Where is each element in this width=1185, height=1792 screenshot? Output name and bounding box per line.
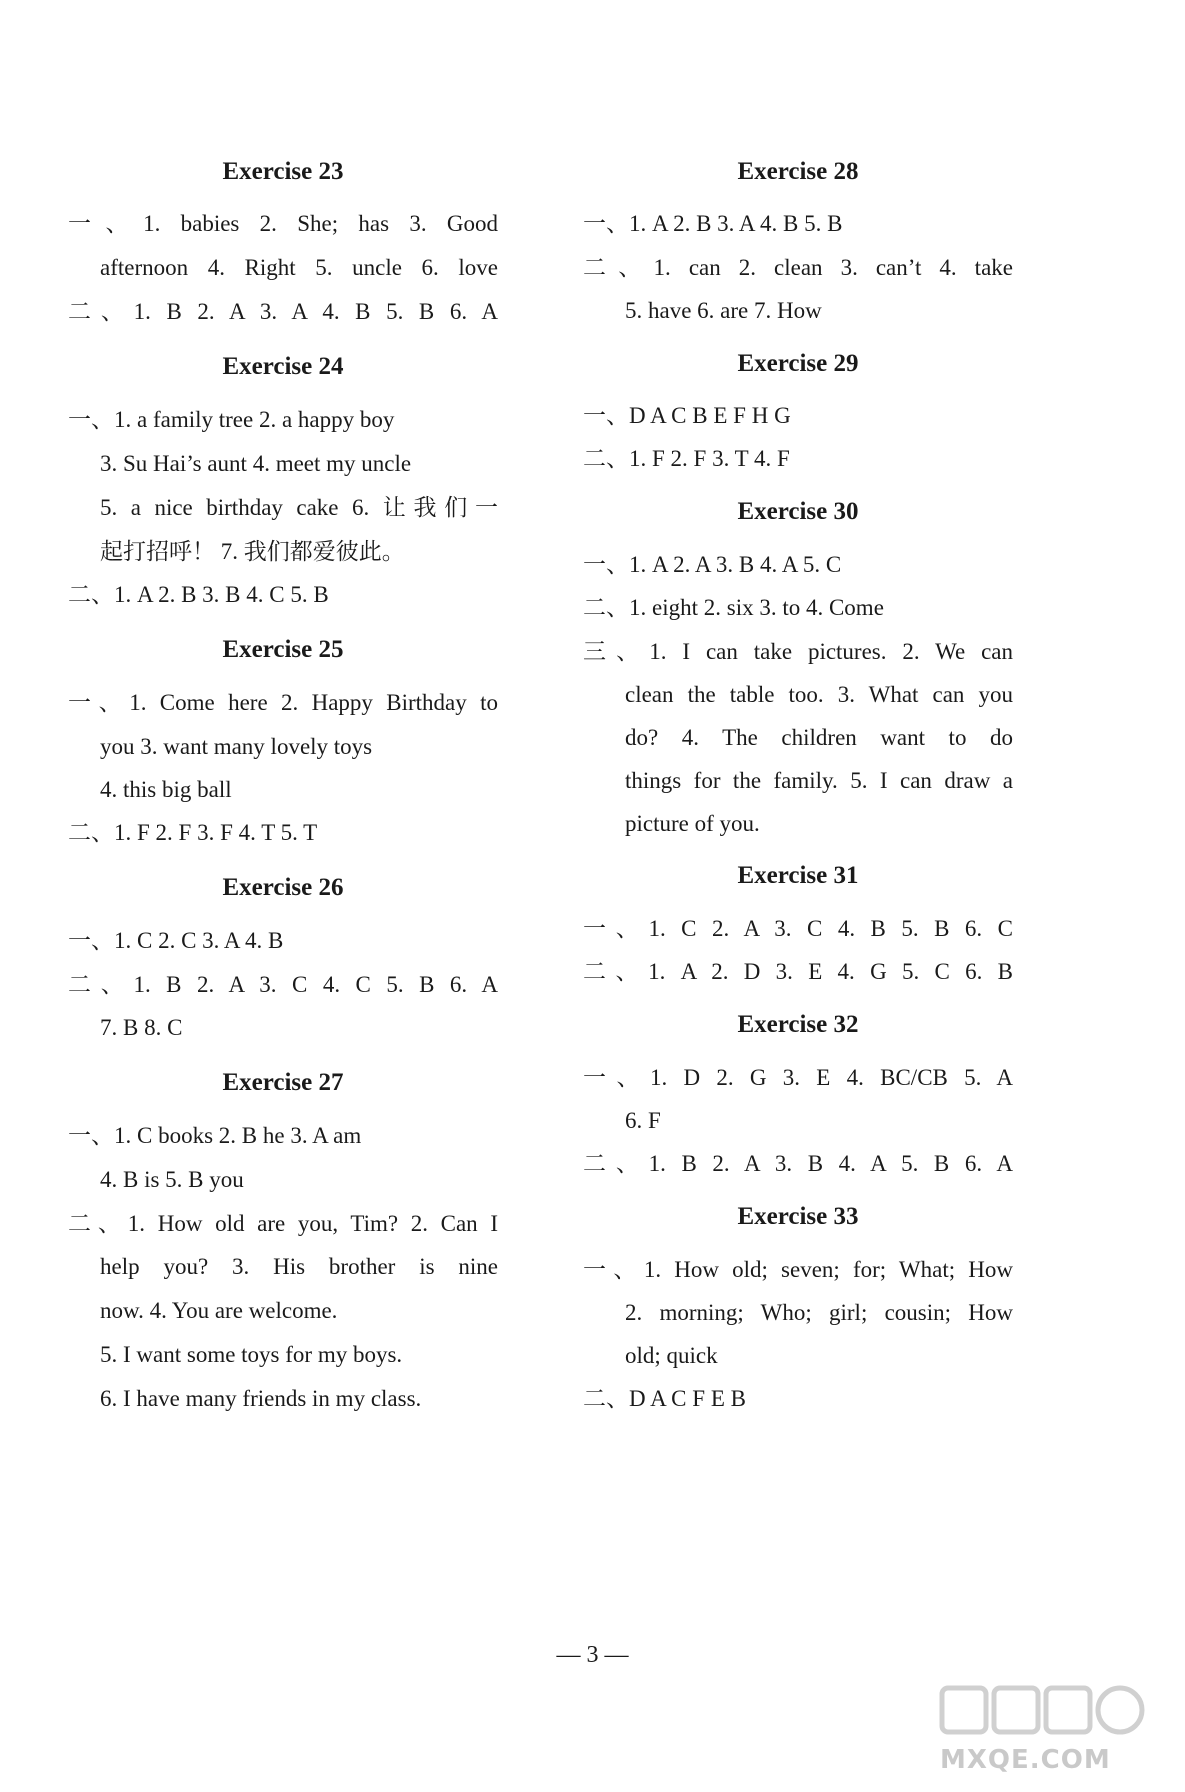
exercise-title: Exercise 29 <box>737 350 859 377</box>
answer-line: 2. morning; Who; girl; cousin; How <box>625 1300 1013 1325</box>
exercise-title: Exercise 25 <box>222 636 344 663</box>
exercise-title: Exercise 23 <box>222 158 344 185</box>
answer-line: 二、1. B 2. A 3. B 4. A 5. B 6. A <box>583 1151 1013 1176</box>
answer-line: 5. a nice birthday cake 6. 让我们一 <box>100 495 498 520</box>
answer-line: 起打招呼！ 7. 我们都爱彼此。 <box>100 539 405 564</box>
exercise-title: Exercise 28 <box>737 158 859 185</box>
answer-line: 二、1. B 2. A 3. C 4. C 5. B 6. A <box>68 972 498 997</box>
exercise-title: Exercise 27 <box>222 1069 344 1096</box>
exercise-title: Exercise 31 <box>737 862 859 889</box>
exercise-title: Exercise 33 <box>737 1203 859 1230</box>
answer-line: 一、1. babies 2. She; has 3. Good <box>68 211 498 236</box>
answer-line: 二、1. eight 2. six 3. to 4. Come <box>583 595 884 620</box>
answer-line: afternoon 4. Right 5. uncle 6. love <box>100 255 498 280</box>
answer-line: 二、1. F 2. F 3. F 4. T 5. T <box>68 820 318 845</box>
answer-line: now. 4. You are welcome. <box>100 1298 338 1323</box>
answer-line: 一、1. D 2. G 3. E 4. BC/CB 5. A <box>583 1065 1013 1090</box>
answer-line: 一、1. A 2. A 3. B 4. A 5. C <box>583 552 842 577</box>
answer-line: 一、1. C 2. A 3. C 4. B 5. B 6. C <box>583 916 1013 941</box>
answer-line: 3. Su Hai’s aunt 4. meet my uncle <box>100 451 412 476</box>
answer-line: 二、1. B 2. A 3. A 4. B 5. B 6. A <box>68 299 498 324</box>
answer-line: things for the family. 5. I can draw a <box>625 768 1013 793</box>
exercise-title: Exercise 26 <box>222 874 344 901</box>
watermark-text: MXQE.COM <box>940 1745 1111 1775</box>
answer-line: 4. this big ball <box>100 777 232 802</box>
answer-line: 7. B 8. C <box>100 1015 183 1040</box>
answer-line: clean the table too. 3. What can you <box>625 682 1013 707</box>
answer-line: do? 4. The children want to do <box>625 725 1013 750</box>
page-number: — 3 — <box>556 1642 629 1668</box>
answer-line: 一、1. A 2. B 3. A 4. B 5. B <box>583 211 843 236</box>
answer-line: 一、D A C B E F H G <box>583 403 791 428</box>
exercise-title: Exercise 32 <box>737 1011 859 1038</box>
answer-line: old; quick <box>625 1343 718 1368</box>
exercise-title: Exercise 24 <box>222 353 344 380</box>
answer-line: 5. I want some toys for my boys. <box>100 1342 403 1367</box>
answer-line: 二、1. A 2. B 3. B 4. C 5. B <box>68 582 329 607</box>
answer-line: help you? 3. His brother is nine <box>100 1254 498 1279</box>
answer-line: 一、1. Come here 2. Happy Birthday to <box>68 690 498 715</box>
answer-line: 三、1. I can take pictures. 2. We can <box>583 639 1013 664</box>
answer-line: 二、1. How old are you, Tim? 2. Can I <box>68 1211 498 1236</box>
exercise-title: Exercise 30 <box>737 498 859 525</box>
answer-line: 二、D A C F E B <box>583 1386 746 1411</box>
answer-line: 4. B is 5. B you <box>100 1167 244 1192</box>
answer-line: 一、1. How old; seven; for; What; How <box>583 1257 1013 1282</box>
answer-line: 一、1. C books 2. B he 3. A am <box>68 1123 362 1148</box>
answer-line: 6. F <box>625 1108 661 1133</box>
answer-line: picture of you. <box>625 811 760 836</box>
answer-line: 二、1. F 2. F 3. T 4. F <box>583 446 790 471</box>
answer-line: 二、1. A 2. D 3. E 4. G 5. C 6. B <box>583 959 1013 984</box>
answer-line: 一、1. C 2. C 3. A 4. B <box>68 928 284 953</box>
answer-line: 一、1. a family tree 2. a happy boy <box>68 407 395 432</box>
answer-line: 6. I have many friends in my class. <box>100 1386 422 1411</box>
answer-line: 5. have 6. are 7. How <box>625 298 822 323</box>
answer-line: 二、1. can 2. clean 3. can’t 4. take <box>583 255 1013 280</box>
answer-line: you 3. want many lovely toys <box>100 734 373 759</box>
